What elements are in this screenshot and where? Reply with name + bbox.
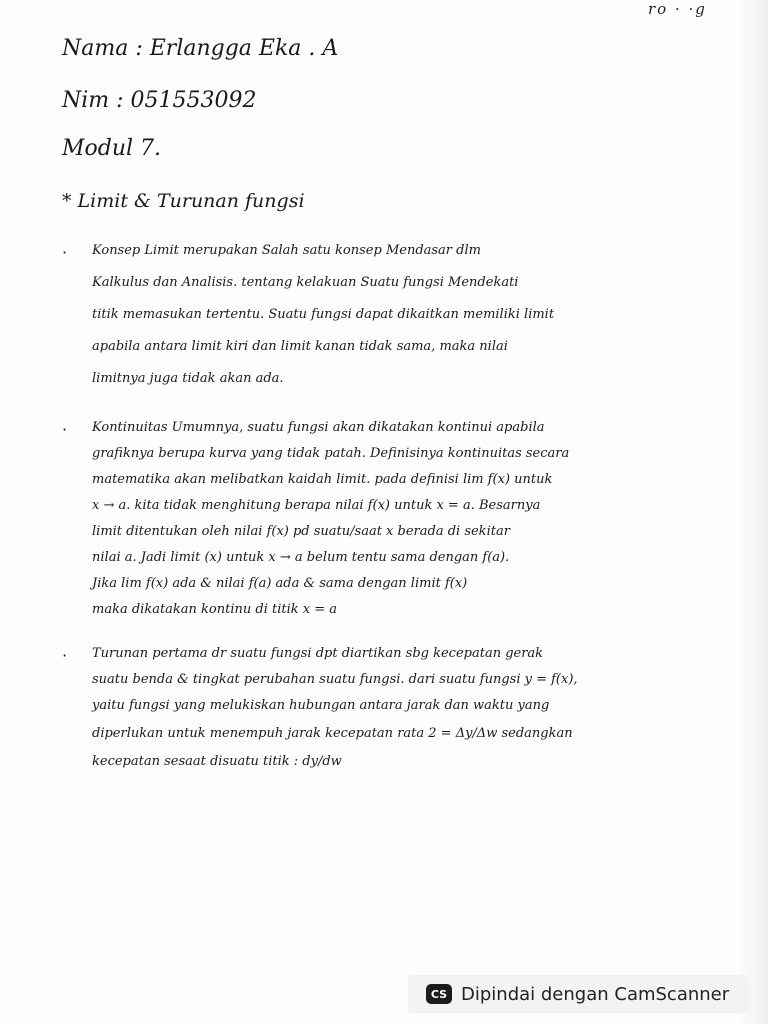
camscanner-logo-icon: CS <box>426 984 452 1004</box>
paragraph-line: yaitu fungsi yang melukiskan hubungan antara jarak dan waktu yang <box>92 698 550 713</box>
camscanner-watermark <box>408 975 750 1013</box>
paragraph-line: Konsep Limit merupakan Salah satu konsep Mendasar dlm <box>92 243 481 258</box>
modul-line: Modul 7. <box>62 136 162 161</box>
paragraph-line: Jika lim f(x) ada & nilai f(a) ada & sama dengan limit f(x) <box>92 576 468 591</box>
watermark-text: Dipindai dengan CamScanner <box>461 983 730 1005</box>
paragraph-line: grafiknya berupa kurva yang tidak patah. Definisinya kontinuitas secara <box>92 446 570 461</box>
paragraph-line: titik memasukan tertentu. Suatu fungsi dapat dikaitkan memiliki limit <box>92 307 555 322</box>
corner-scribble: ro · ·g <box>648 0 707 18</box>
paragraph-line: limitnya juga tidak akan ada. <box>92 371 284 386</box>
paragraph-line: maka dikatakan kontinu di titik x = a <box>92 602 338 617</box>
paragraph-line: apabila antara limit kiri dan limit kanan tidak sama, maka nilai <box>92 339 508 354</box>
bullet-point: · <box>62 243 68 262</box>
nim-line: Nim : 051553092 <box>62 88 257 113</box>
section-title: * Limit & Turunan fungsi <box>62 190 305 212</box>
name-line: Nama : Erlangga Eka . A <box>62 36 339 61</box>
bullet-point: · <box>62 646 68 665</box>
paragraph-line: diperlukan untuk menempuh jarak kecepatan rata 2 = Δy/Δw sedangkan <box>92 726 573 741</box>
bullet-point: · <box>62 420 68 439</box>
paragraph-line: Kontinuitas Umumnya, suatu fungsi akan dikatakan kontinui apabila <box>92 420 545 435</box>
paragraph-line: matematika akan melibatkan kaidah limit. pada definisi lim f(x) untuk <box>92 472 553 487</box>
paragraph-line: Turunan pertama dr suatu fungsi dpt diartikan sbg kecepatan gerak <box>92 646 544 661</box>
paragraph-line: Kalkulus dan Analisis. tentang kelakuan Suatu fungsi Mendekati <box>92 275 519 290</box>
paragraph-line: x → a. kita tidak menghitung berapa nilai f(x) untuk x = a. Besarnya <box>92 498 541 513</box>
paragraph-line: nilai a. Jadi limit (x) untuk x → a belum tentu sama dengan f(a). <box>92 550 510 565</box>
page-edge-shadow <box>738 0 768 1024</box>
paragraph-line: limit ditentukan oleh nilai f(x) pd suatu/saat x berada di sekitar <box>92 524 510 539</box>
paragraph-line: kecepatan sesaat disuatu titik : dy/dw <box>92 754 342 769</box>
paragraph-line: suatu benda & tingkat perubahan suatu fungsi. dari suatu fungsi y = f(x), <box>92 672 578 687</box>
